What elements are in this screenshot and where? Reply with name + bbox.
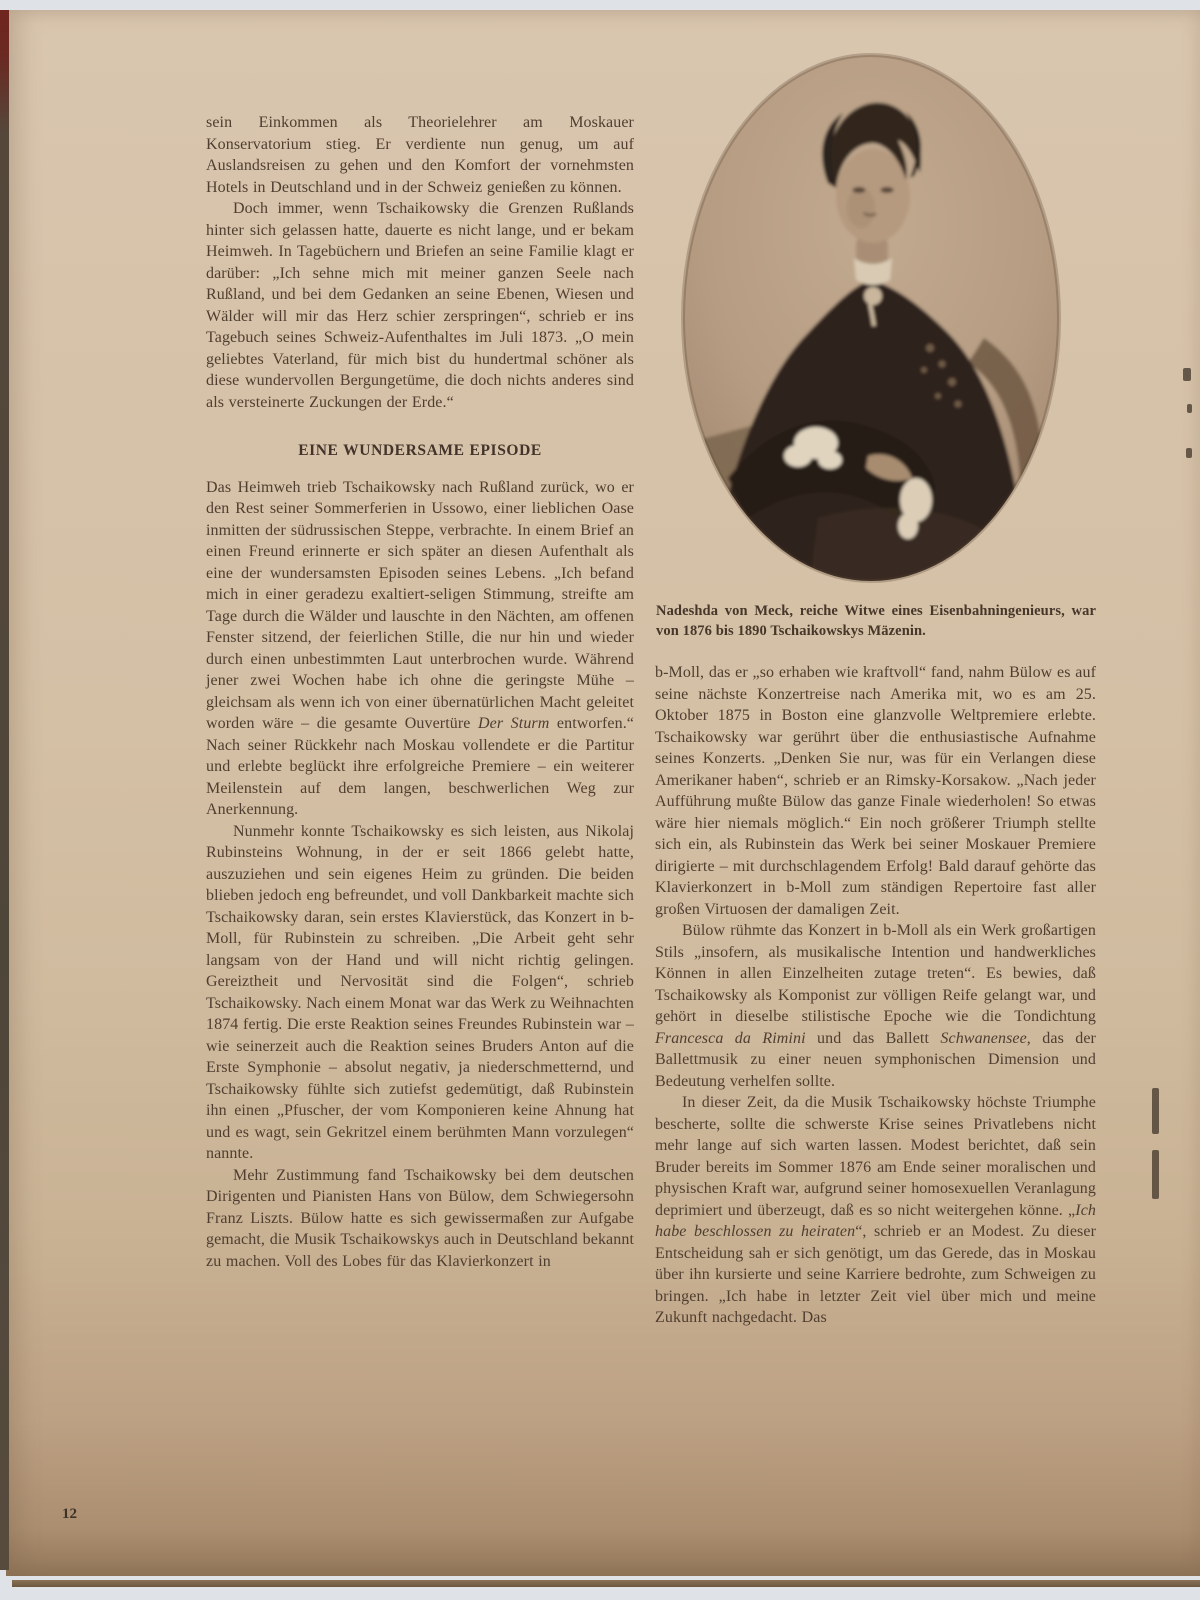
page-edge-artifact: [1187, 404, 1192, 413]
quote-emphasis: Ich habe beschlossen zu heiraten: [655, 1201, 1096, 1240]
paragraph: [655, 1092, 1096, 1329]
paragraph: Doch immer, wenn Tschaikowsky die Grenzen Rußlands hinter sich gelassen hatte, dauerte es nicht lange, und er bekam Heimweh. In Tagebüchern und Briefen an seine Familie klagt er darüber: „Ich sehne mich mit meiner ganzen Seele nach Rußland, und bei dem Gedanken an seine Ebenen, Wiesen und Wälder will mir das Herz schier zerspringen“, schrieb er ins Tagebuch seines Schweiz-Aufenthaltes im Juli 1873. „O mein geliebtes Vaterland, für mich bist du hundertmal schöner als diese wundervollen Bergungetüme, die doch nichts anderes sind als versteinerte Zuckungen der Erde.“: [206, 200, 634, 411]
photo-caption: Nadeshda von Meck, reiche Witwe eines Eisenbahningenieurs, war von 1876 bis 1890 Tschaikowskys Mäzenin.: [656, 603, 1096, 639]
paragraph-text: Bülow rühmte das Konzert in b-Moll als ein Werk großartigen Stils „insofern, als musikalische Intention und handwerkliches Können in allen Einzelheiten zutage treten“. Es bewies, daß Tschaikowsky als Komponist zur völligen Reife gelangt war, und gehört in dieselbe stilistische Epoche wie die Tondichtung: [655, 922, 1096, 1025]
book-page: [6, 10, 1200, 1576]
work-title: Schwanensee: [940, 1029, 1027, 1047]
page-edge-artifact: [1186, 448, 1192, 458]
page-edge-artifact: [1152, 1150, 1159, 1199]
page-edge-artifact: [1152, 1088, 1159, 1134]
portrait-photo: [668, 48, 1078, 598]
paragraph-text: und das Ballett: [805, 1029, 941, 1047]
work-title: Der Sturm: [477, 715, 550, 732]
portrait-photo-art: [668, 48, 1078, 598]
paragraph-text: “, schrieb er an Modest. Zu dieser Entscheidung sah er sich genötigt, um das Gerede, das in Moskau über ihn kursierte und seine Karriere bedrohte, zum Schweigen zu bringen. „Ich habe in letzter Zeit viel über mich und meine Zukunft nachgedacht. Das: [655, 1223, 1096, 1326]
paragraph: b-Moll, das er „so erhaben wie kraftvoll“ fand, nahm Bülow es auf seine nächste Konzertreise nach Amerika mit, wo es am 25. Oktober 1875 in Boston eine glanzvolle Weltpremiere erlebte. Tschaikowsky war gerührt über die enthusiastische Aufnahme seines Konzerts. „Denken Sie nur, was für ein Verlangen diese Amerikaner haben“, schrieb er an Rimsky-Korsakow. „Nach jeder Aufführung mußte Bülow das ganze Finale wiederholen! So etwas wäre hier niemals möglich.“ Ein noch größerer Triumph stellte sich ein, als Rubinstein das Werk bei seiner Moskauer Premiere dirigierte – mit durchschlagendem Erfolg! Bald darauf gehörte das Klavierkonzert in b-Moll zum ständigen Repertoire fast aller großen Virtuosen der damaligen Zeit.: [655, 664, 1096, 918]
paragraph: [655, 920, 1096, 1092]
page-edge-artifact: [1183, 368, 1191, 381]
section-heading: EINE WUNDERSAME EPISODE: [298, 442, 542, 459]
paragraph-text: In dieser Zeit, da die Musik Tschaikowsky höchste Triumphe bescherte, sollte die schwerste Krise seines Privatlebens nicht mehr lange auf sich warten lassen. Modest berichtet, daß sein Bruder bereits im Sommer 1876 am Ende seiner moralischen und physischen Kraft war, aufgrund seiner homosexuellen Veranlagung deprimiert und überzeugt, daß es so nicht weitergehen könne. „: [655, 1094, 1096, 1219]
right-column: [655, 662, 1096, 1329]
left-column: [206, 112, 634, 1272]
paragraph: sein Einkommen als Theorielehrer am Moskauer Konservatorium stieg. Er verdiente nun genug, um auf Auslandsreisen zu gehen und den Komfort der vornehmsten Hotels in Deutschland und in der Schweiz genießen zu können.: [206, 114, 634, 196]
work-title: Francesca da Rimini: [655, 1029, 806, 1047]
page-bottom-edge: [12, 1580, 1200, 1587]
paragraph: Mehr Zustimmung fand Tschaikowsky bei dem deutschen Dirigenten und Pianisten Hans von Bülow, dem Schwiegersohn Franz Liszts. Bülow hatte es sich gewissermaßen zur Aufgabe gemacht, die Musik Tschaikowskys auch in Deutschland bekannt zu machen. Voll des Lobes für das Klavierkonzert in: [206, 1166, 634, 1270]
paragraph-text: Das Heimweh trieb Tschaikowsky nach Rußland zurück, wo er den Rest seiner Sommerferien in Ussowo, einer lieblichen Oase inmitten der südrussischen Steppe, verbrachte. In einem Brief an einen Freund erinnerte er sich später an diesen Aufenthalt als eine der wundersamsten Episoden seines Lebens. „Ich befand mich in einer geradezu exaltiert-seligen Stimmung, streifte am Tage durch die Wälder und lauschte in den Nächten, am offenen Fenster sitzend, der feierlichen Stille, die nur hin und wieder durch einen unbestimmten Laut unterbrochen wurde. Während jener zwei Wochen habe ich ohne die geringste Mühe – gleichsam als wenn ich von einer übernatürlichen Macht geleitet worden wäre – die gesamte Ouvertüre: [206, 478, 634, 732]
paragraph: [206, 477, 634, 821]
page-number: 12: [62, 1506, 77, 1522]
paragraph: Nunmehr konnte Tschaikowsky es sich leisten, aus Nikolaj Rubinsteins Wohnung, in der er seit 1866 gelebt hatte, auszuziehen und sein eigenes Heim zu gründen. Die beiden blieben jedoch eng befreundet, und voll Dankbarkeit machte sich Tschaikowsky daran, sein erstes Klavierstück, das Konzert in b-Moll, für Rubinstein zu schreiben. „Die Arbeit geht sehr langsam von der Hand und will nicht richtig gelingen. Gereiztheit und Nervosität sind die Folgen“, schrieb Tschaikowsky. Nach einem Monat war das Werk zu Weihnachten 1874 fertig. Die erste Reaktion seines Freundes Rubinstein war – wie seinerzeit auch die Reaktion seines Bruders Anton auf die Erste Symphonie – absolut negativ, ja niederschmetternd, und Tschaikowsky fühlte sich zutiefst gedemütigt, daß Rubinstein ihn einen „Pfuscher, der vom Komponieren keine Ahnung hat und es wagt, sein Gekritzel einem berühmten Mann vorzulegen“ nannte.: [206, 822, 634, 1162]
paragraph-text: entworfen.“ Nach seiner Rückkehr nach Moskau vollendete er die Partitur und erlebte beglückt ihre erfolgreiche Premiere – ein weiterer Meilenstein auf dem langen, beschwerlichen Weg zur Anerkennung.: [206, 715, 634, 818]
book-spine-edge: [0, 10, 9, 1570]
paragraph-text: , das der Ballettmusik zu einer neuen symphonischen Dimension und Bedeutung verhelfen sollte.: [655, 1029, 1096, 1090]
